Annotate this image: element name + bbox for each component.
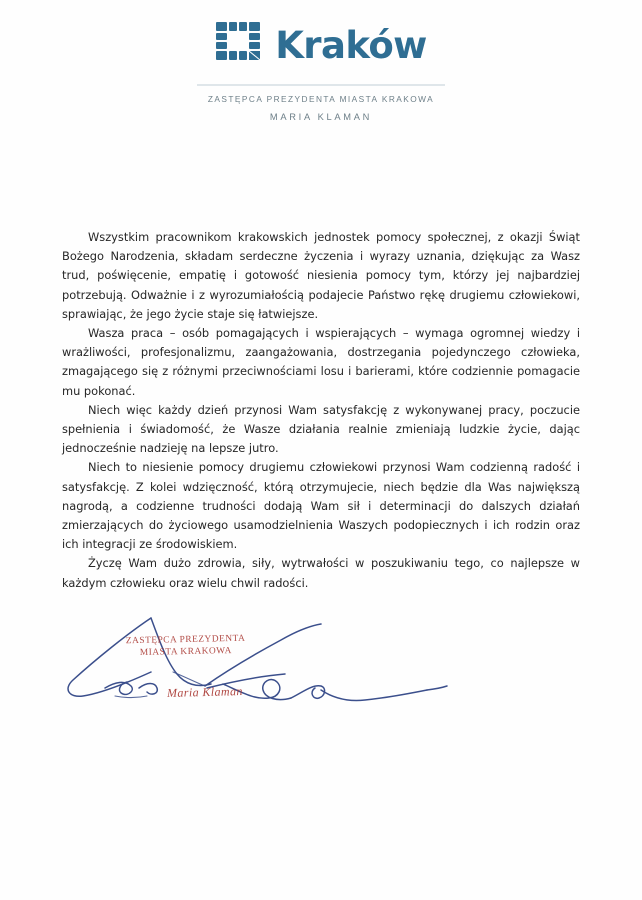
handwritten-signature-icon — [55, 612, 455, 722]
letterhead-office-line: ZASTĘPCA PREZYDENTA MIASTA KRAKOWA — [207, 94, 435, 104]
letter-body — [62, 228, 580, 593]
signature-block — [55, 612, 455, 722]
letter-paragraph: Życzę Wam dużo zdrowia, siły, wytrwałości w poszukiwaniu tego, co najlepsze w każdym człowieku oraz wielu chwil radości. — [62, 556, 580, 590]
letter-paragraph: Niech to niesienie pomocy drugiemu człowiekowi przynosi Wam codzienną radość i satysfakcję. Z kolei wdzięczność, którą otrzymujecie, niech będzie dla Was największą nagrodą, a codzienne trudności dodają Wam sił i determinacji do dalszych działań zmierzających do życiowego usamodzielnienia Waszych podopiecznych i ich rodzin oraz ich integracji ze środowiskiem. — [62, 460, 580, 552]
krakow-wordmark: Kraków — [275, 23, 427, 67]
letter-paragraph: Niech więc każdy dzień przynosi Wam satysfakcję z wykonywanej pracy, poczucie spełnienia i świadomość, że Wasze działania realnie zmieniają ludzkie życie, dając jednocześnie nadzieję na lepsze jutro. — [62, 402, 580, 456]
krakow-tiles-logo-icon — [215, 21, 261, 67]
letter-paragraph: Wszystkim pracownikom krakowskich jednostek pomocy społecznej, z okazji Świąt Bożego Narodzenia, składam serdeczne życzenia i wyrazy uznania, dziękując za Wasz trud, poświęcenie, empatię i gotowość niesienia pomocy tym, którzy jej najbardziej potrzebują. Odważnie i z wyrozumiałością podajecie Państwo rękę drugiemu człowiekowi, sprawiając, że jego życie staje się łatwiejsze. — [62, 230, 580, 321]
letter-paragraph: Wasza praca – osób pomagających i wspierających – wymaga ogromnej wiedzy i wrażliwości, profesjonalizmu, zaangażowania, dostrzegania pojedynczego człowieka, zmagającego się z różnymi przeciwnościami losu i barierami, które codziennie pomagacie mu pokonać. — [62, 326, 580, 398]
stamp-line-2: MIASTA KRAKOWA — [139, 646, 232, 658]
official-stamp — [126, 633, 246, 659]
stamp-signer-name: Maria Klaman — [166, 684, 243, 700]
letterhead-divider — [197, 84, 445, 86]
logo-row — [0, 18, 642, 70]
stamp-line-1: ZASTĘPCA PREZYDENTA — [125, 633, 246, 647]
letterhead — [0, 0, 642, 122]
letterhead-official-name: MARIA KLAMAN — [269, 112, 373, 123]
